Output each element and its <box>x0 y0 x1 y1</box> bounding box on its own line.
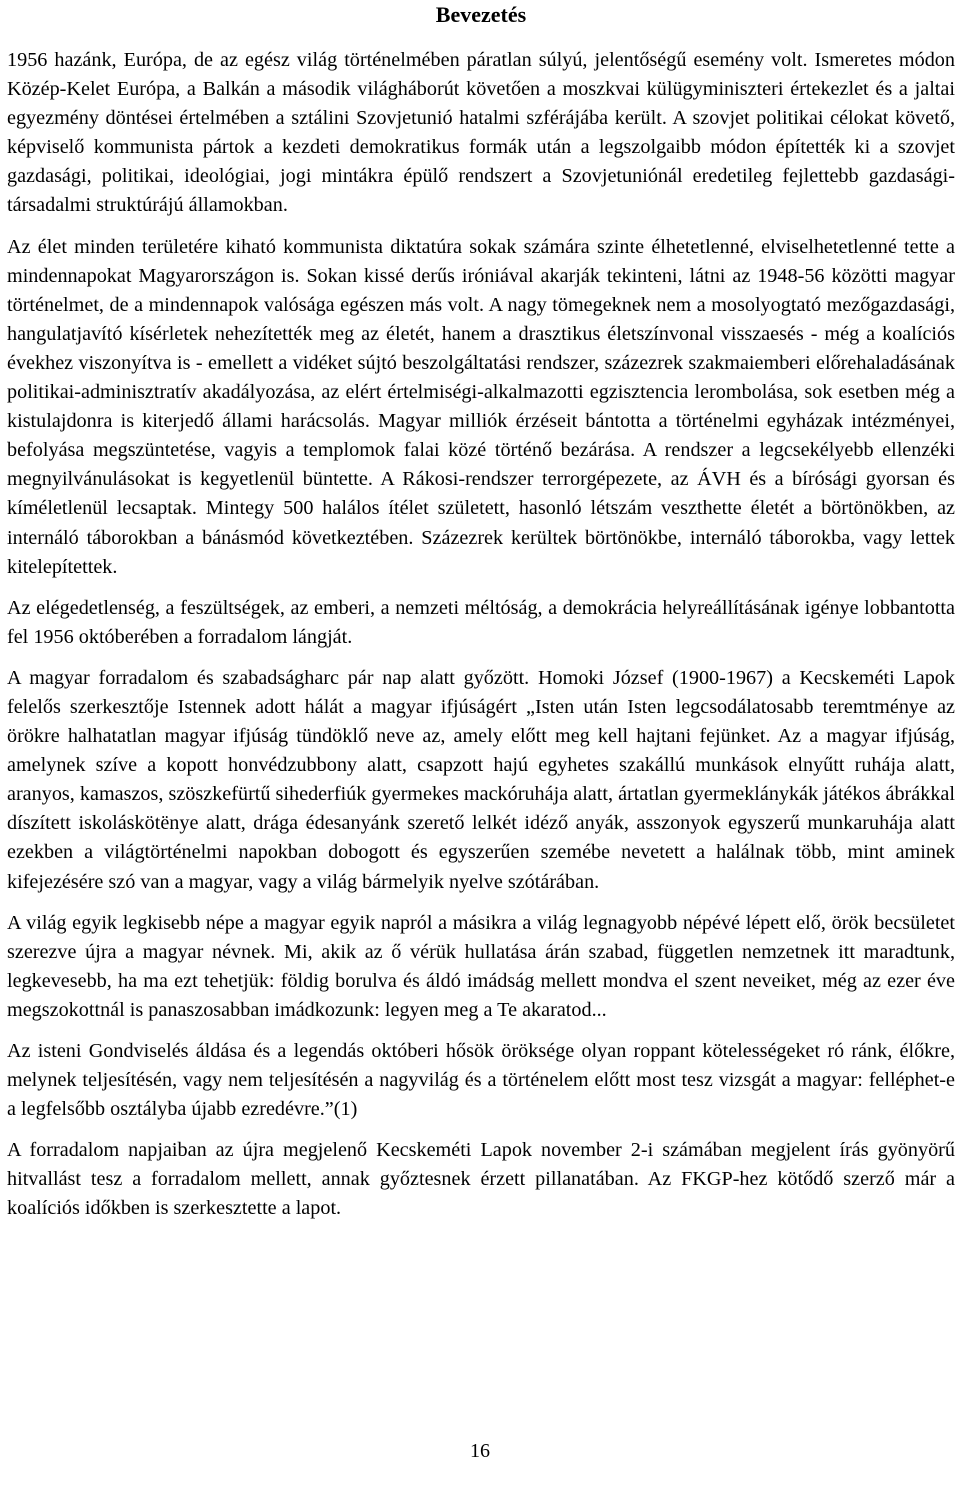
page-title: Bevezetés <box>435 2 527 27</box>
paragraph-2: Az élet minden területére kiható kommunista diktatúra sokak számára szinte élhetetlenné, elviselhetetlenné tette a mindennapokat Magyarországon is. Sokan kissé derűs iróniával akarják tekinteni, látni az 1948-56 közötti magyar történelmet, de a mindennapok valósága egészen más volt. A nagy tömegeknek nem a mosolyogtató mezőgazdasági, hangulatjavító kísérletek nehezítették meg az életét, hanem a drasztikus életszínvonal visszaesés - még a koalíciós évekhez viszonyítva is - emellett a vidéket sújtó beszolgáltatási rendszer, százezrek szakmaiemberi előrehaladásának politikai-adminisztratív akadályozása, az elért értelmiségi-alkalmazotti egzisztencia lerombolása, sok esetben még a kistulajdonra is kiterjedő állami harácsolás. Magyar milliók érzéseit bántotta a történelmi egyházak intézményei, befolyása megszüntetése, vagyis a templomok falai közé történő bezárása. A rendszer a legcsekélyebb ellenzéki megnyilvánulásokat is kegyetlenül büntette. A Rákosi-rendszer terrorgépezete, az ÁVH és a bírósági gyorsan és kíméletlenül lecsaptak. Mintegy 500 halálos ítélet született, hasonló létszám veszthette életét a börtönökben, az internáló táborokban a bánásmód következtében. Százezrek kerültek börtönökbe, internáló táborokba, vagy lettek kitelepítettek. <box>7 235 955 578</box>
paragraph-6: Az isteni Gondviselés áldása és a legendás októberi hősök öröksége olyan roppant kötelességeket ró ránk, élőkre, melynek teljesítésén, vagy nem teljesítésén a nagyvilág és a történelem előtt most tesz vizsgát a magyar: felléphet-e a legfelsőbb osztályba újabb ezredévre.”(1) <box>7 1040 955 1121</box>
title-spacer <box>7 28 955 46</box>
paragraph-3: Az elégedetlenség, a feszültségek, az emberi, a nemzeti méltóság, a demokrácia helyreállításának igénye lobbantotta fel 1956 októberében a forradalom lángját. <box>7 596 955 648</box>
paragraph-1: 1956 hazánk, Európa, de az egész világ történelmében páratlan súlyú, jelentőségű esemény volt. Ismeretes módon Közép-Kelet Európa, a Balkán a második világháborút követően a moszkvai külügyminiszteri értekezlet és a jaltai egyezmény döntései értelmében a sztálini Szovjetunió hatalmi szférájába került. A szovjet politikai célokat követő, képviselő kommunista pártok a kezdeti demokratikus formák után a legszolgaibb módon építették ki a szovjet gazdasági, politikai, ideológiai, jogi mintákra épülő rendszert a Szovjetuniónál eredetileg fejlettebb gazdasági-társadalmi struktúrájú államokban. <box>7 49 955 217</box>
document-page <box>7 0 955 1236</box>
paragraph-5: A világ egyik legkisebb népe a magyar egyik napról a másikra a világ legnagyobb népévé lépett elő, örök becsületet szerezve újra a magyar névnek. Mi, akik az ő vérük hullatása árán szabad, független nemzetnek itt maradtunk, legkevesebb, ha ma ezt tehetjük: földig borulva és áldó imádság mellett mondva el szent neveiket, még az ezer éve megszokottnál is panaszosabban imádkozunk: legyen meg a Te akaratod... <box>7 911 955 1021</box>
paragraph-7: A forradalom napjaiban az újra megjelenő Kecskeméti Lapok november 2-i számában megjelent írás gyönyörű hitvallást tesz a forradalom mellett, annak győztesnek érzett pillanatában. Az FKGP-hez kötődő szerző már a koalíciós időkben is szerkesztette a lapot. <box>7 1139 955 1220</box>
page-number: 16 <box>470 1440 490 1462</box>
paragraph-4: A magyar forradalom és szabadságharc pár nap alatt győzött. Homoki József (1900-1967) a Kecskeméti Lapok felelős szerkesztője Istennek adott hálát a magyar ifjúságért „Isten után Isten legcsodálatosabb teremtménye az örökre halhatatlan magyar ifjúság tündöklő neve az, amely előtt meg kell hajtani fejünket. Az a magyar ifjúság, amelynek szíve a kopott honvédzubbony alatt, csapzott hajú egyhetes szakállú munkások elnyűtt ruhája alatt, aranyos, kamaszos, szöszkefürtű sihederfiúk gyermekes mackóruhája alatt, ártatlan gyermeklánykák játékos ábrákkal díszített iskoláskötënye alatt, drága édesanyánk szerető lelkét idéző anyák, asszonyok egyszerű munkaruhája alatt ezekben a világtörténelmi napokban dobogott és egyszerűen szemébe nevetett a halálnak több, mint aminek kifejezésére szó van a magyar, vagy a világ bármelyik nyelve szótárában. <box>7 666 955 893</box>
